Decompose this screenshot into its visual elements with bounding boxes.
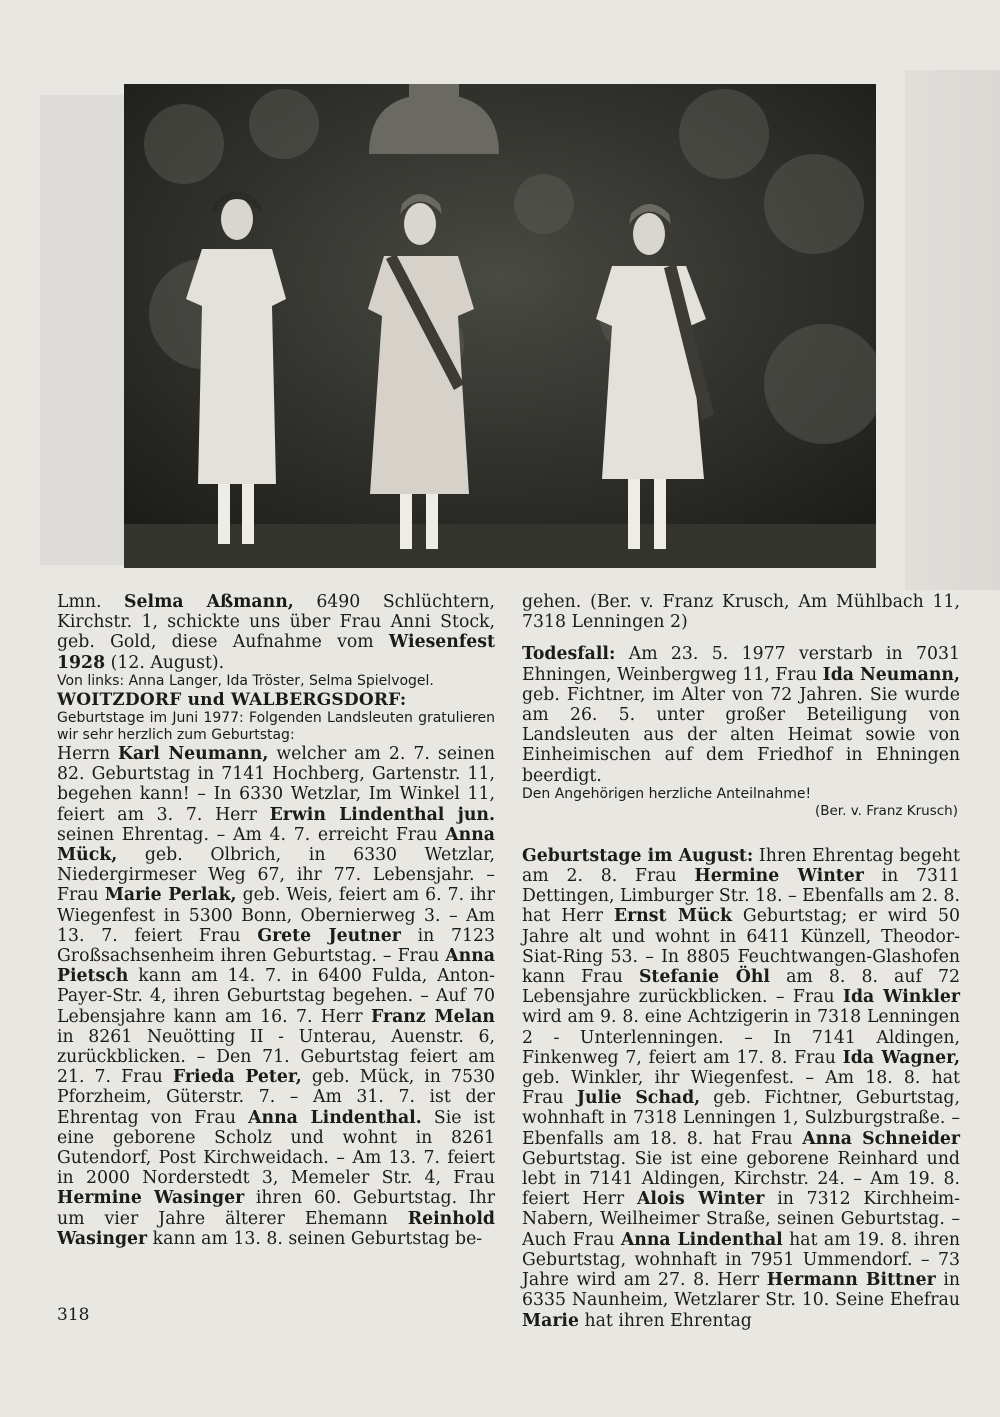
left-column [57,592,495,1249]
group-photo [124,84,876,568]
caption-names: Von links: Anna Langer, Ida Tröster, Selma Spielvogel. [57,672,434,689]
woitzdorf-body: Herrn Karl Neumann, welcher am 2. 7. seinen 82. Geburtstag in 7141 Hochberg, Gartenstr. 11, begehen kann! – In 6330 Wetzlar, Im Winkel 11, feiert am 3. 7. Herr Erwin Lindenthal jun. seinen Ehrentag. – Am 4. 7. erreicht Frau Anna Mück, geb. Olbrich, in 6330 Wetzlar, Niedergirmeser Weg 67, ihr 77. Lebensjahr. – Frau Marie Perlak, geb. Weis, feiert am 6. 7. ihr Wiegenfest in 5300 Bonn, Obernierweg 3. – Am 13. 7. feiert Frau Grete Jeutner in 7123 Großsachsenheim ihren Geburtstag. – Frau Anna Pietsch kann am 14. 7. in 6400 Fulda, Anton-Payer-Str. 4, ihren Geburtstag begehen. – Auf 70 Lebensjahre kann am 16. 7. Herr Franz Melan in 8261 Neuötting II - Unterau, Auenstr. 6, zurückblicken. – Den 71. Geburtstag feiert am 21. 7. Frau Frieda Peter, geb. Mück, in 7530 Pforzheim, Güterstr. 7. – Am 31. 7. ist der Ehrentag von Frau Anna Lindenthal. Sie ist eine geborene Scholz und wohnt in 8261 Gutendorf, Post Kirchweidach. – Am 13. 7. feiert in 2000 Norderstedt 3, Memeler Str. 4, Frau Hermine Wasinger ihren 60. Geburtstag. Ihr um vier Jahre älterer Ehemann Reinhold Wasinger kann am 13. 8. seinen Geburtstag be- [57,744,495,1249]
section-heading-woitzdorf: WOITZDORF und WALBERGSDORF: [57,689,407,710]
right-column [522,592,960,1331]
condolence-line: Den Angehörigen herzliche Anteilnahme! [522,785,812,802]
todesfall-paragraph: Todesfall: Am 23. 5. 1977 verstarb in 7031 Ehningen, Weinbergweg 11, Frau Ida Neumann, geb. Fichtner, im Alter von 72 Jahren. Sie wurde am 26. 5. unter großer Beteiligung von Landsleuten aus der alten Heimat sowie von Einheimischen auf dem Friedhof in Ehningen beerdigt. [522,644,960,786]
caption-intro: Lmn. Selma Aßmann, 6490 Schlüchtern, Kirchstr. 1, schickte uns über Frau Anni Stock, geb. Gold, diese Aufnahme vom Wiesenfest 1928 (12. August). [57,592,495,673]
august-birthdays: Geburtstage im August: Ihren Ehrentag begeht am 2. 8. Frau Hermine Winter in 7311 Dettingen, Limburger Str. 18. – Ebenfalls am 2. 8. hat Herr Ernst Mück Geburtstag; er wird 50 Jahre alt und wohnt in 6411 Künzell, Theodor-Siat-Ring 53. – In 8805 Feuchtwangen-Glashofen kann Frau Stefanie Öhl am 8. 8. auf 72 Lebensjahre zurückblicken. – Frau Ida Winkler wird am 9. 8. eine Achtzigerin in 7318 Lenningen 2 - Unterlenningen. – In 7141 Aldingen, Finkenweg 7, feiert am 17. 8. Frau Ida Wagner, geb. Winkler, ihr Wiegenfest. – Am 18. 8. hat Frau Julie Schad, geb. Fichtner, Geburtstag, wohnhaft in 7318 Lenningen 1, Sulzburgstraße. – Ebenfalls am 18. 8. hat Frau Anna Schneider Geburtstag. Sie ist eine geborene Reinhard und lebt in 7141 Aldingen, Kirchstr. 24. – Am 19. 8. feiert Herr Alois Winter in 7312 Kirchheim-Nabern, Weilheimer Straße, seinen Geburtstag. – Auch Frau Anna Lindenthal hat am 19. 8. ihren Geburtstag, wohnhaft in 7951 Ummendorf. – 73 Jahre wird am 27. 8. Herr Hermann Bittner in 6335 Naunheim, Wetzlarer Str. 10. Seine Ehefrau Marie hat ihren Ehrentag [522,845,961,1331]
page-number: 318 [57,1305,90,1325]
group-photo-icon [124,84,876,568]
continuation-text: gehen. (Ber. v. Franz Krusch, Am Mühlbach 11, 7318 Lenningen 2) [522,592,960,633]
bleed-through-left [40,95,125,565]
bleed-through-right [905,70,1000,590]
credit-line: (Ber. v. Franz Krusch) [814,802,958,819]
woitzdorf-lead: Geburtstage im Juni 1977: Folgenden Landsleuten gratulieren wir sehr herzlich zum Geburtstag: [57,710,495,744]
